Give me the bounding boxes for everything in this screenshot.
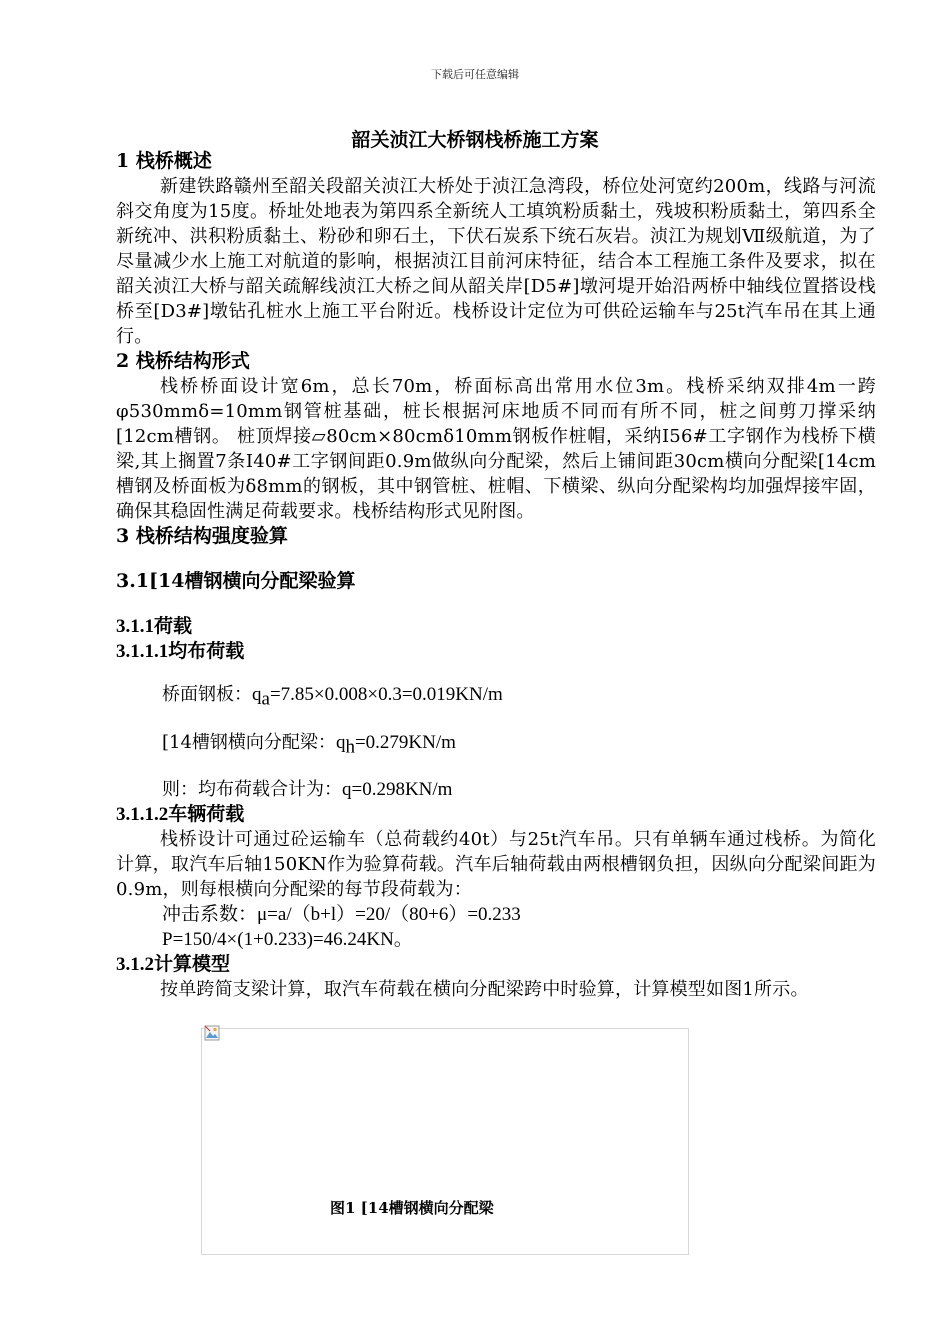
section-2-heading: 2 栈桥结构形式 — [116, 350, 250, 372]
figure-frame — [201, 1028, 689, 1255]
section-title: 荷载 — [154, 615, 193, 637]
figure-caption: 图1 [14槽钢横向分配梁 — [330, 1199, 494, 1217]
section-number: 3.1.2 — [116, 954, 154, 976]
formula-label: 桥面钢板： — [162, 684, 252, 705]
formula-expression: =0.279KN/m — [354, 731, 456, 753]
formula-total-load — [116, 777, 876, 802]
impact-coefficient-text: 冲击系数：μ=a/（b+l）=20/（80+6）=0.233 — [162, 904, 521, 926]
section-1-paragraph: 新建铁路赣州至韶关段韶关浈江大桥处于浈江急湾段，桥位处河宽约200m，线路与河流斜交角度为15度。桥址处地表为第四系全新统人工填筑粉质黏土，残坡积粉质黏土，第四系全新统冲、洪积粉质黏土、粉砂和卵石土，下伏石炭系下统石灰岩。浈江为规划Ⅶ级航道，为了尽量减少水上施工对航道的影响，根据浈江目前河床特征，结合本工程施工条件及要求，拟在韶关浈江大桥与韶关疏解线浈江大桥之间从韶关岸[D5#]墩河堤开始沿两桥中轴线位置搭设栈桥至[D3#]墩钻孔桩水上施工平台附近。栈桥设计定位为可供砼运输车与25t汽车吊在其上通行。 — [116, 176, 876, 347]
impact-coefficient-line — [116, 902, 876, 927]
formula-expression: q=0.298KN/m — [342, 779, 453, 801]
formula-label: [14槽钢横向分配梁： — [162, 731, 336, 753]
section-number: 3.1.1 — [116, 616, 154, 637]
section-3-1-heading: 3.1[14槽钢横向分配梁验算 — [116, 570, 356, 592]
formula-channel-beam — [116, 730, 876, 760]
section-1-heading: 1 栈桥概述 — [116, 150, 212, 172]
section-3-1-1-2-heading — [116, 802, 876, 827]
formula-expression: =7.85×0.008×0.3=0.019KN/m — [269, 684, 503, 705]
section-number: 3.1.1.2 — [116, 804, 169, 826]
section-3-1-1-2-paragraph: 栈桥设计可通过砼运输车（总荷载约40t）与25t汽车吊。只有单辆车通过栈桥。为简化计算，取汽车后轴150KN作为验算荷载。汽车后轴荷载由两根槽钢负担，因纵向分配梁间距为0.9m，则每根横向分配梁的每节段荷载为： — [116, 829, 876, 901]
formula-subscript: h — [345, 736, 355, 758]
section-title: 均布荷载 — [168, 640, 245, 662]
formula-symbol: q — [252, 684, 262, 705]
section-3-1-1-1-heading — [116, 639, 876, 664]
document-body — [116, 149, 876, 1002]
formula-label: 则：均布荷载合计为： — [162, 779, 342, 801]
section-3-1-1-heading — [116, 614, 876, 639]
load-result-text: P=150/4×(1+0.233)=46.24KN。 — [162, 929, 413, 951]
section-3-heading: 3 栈桥结构强度验算 — [116, 525, 288, 547]
section-3-1-2-heading — [116, 952, 876, 977]
section-number: 3.1.1.1 — [116, 641, 169, 662]
formula-symbol: q — [335, 731, 346, 753]
section-2-paragraph: 栈桥桥面设计宽6m，总长70m，桥面标高出常用水位3m。栈桥采纳双排4m一跨 φ530mmδ=10mm钢管桩基础，桩长根据河床地质不同而有所不同，桩之间剪刀撑采纳[12cm槽钢。 桩顶焊接▱80cm×80cmδ10mm钢板作桩帽，采纳I56#工字钢作为栈桥下横梁,其上搁置7条I40#工字钢间距0.9m做纵向分配梁，然后上铺间距30cm横向分配梁[14cm槽钢及桥面板为δ8mm的钢板，其中钢管桩、桩帽、下横梁、纵向分配梁构均加强焊接牢固，确保其稳固性满足荷载要求。栈桥结构形式见附图。 — [116, 376, 876, 522]
section-title: 车辆荷载 — [168, 803, 245, 826]
load-result-line — [116, 927, 876, 952]
section-3-1-2-paragraph: 按单跨简支梁计算，取汽车荷载在横向分配梁跨中时验算，计算模型如图1所示。 — [160, 979, 809, 1001]
section-title: 计算模型 — [154, 953, 231, 976]
broken-image-icon — [204, 1025, 220, 1041]
document-title: 韶关浈江大桥钢栈桥施工方案 — [351, 129, 599, 151]
formula-subscript: a — [261, 688, 270, 710]
formula-deck-plate — [116, 682, 876, 712]
header-note: 下载后可任意编辑 — [431, 68, 519, 81]
